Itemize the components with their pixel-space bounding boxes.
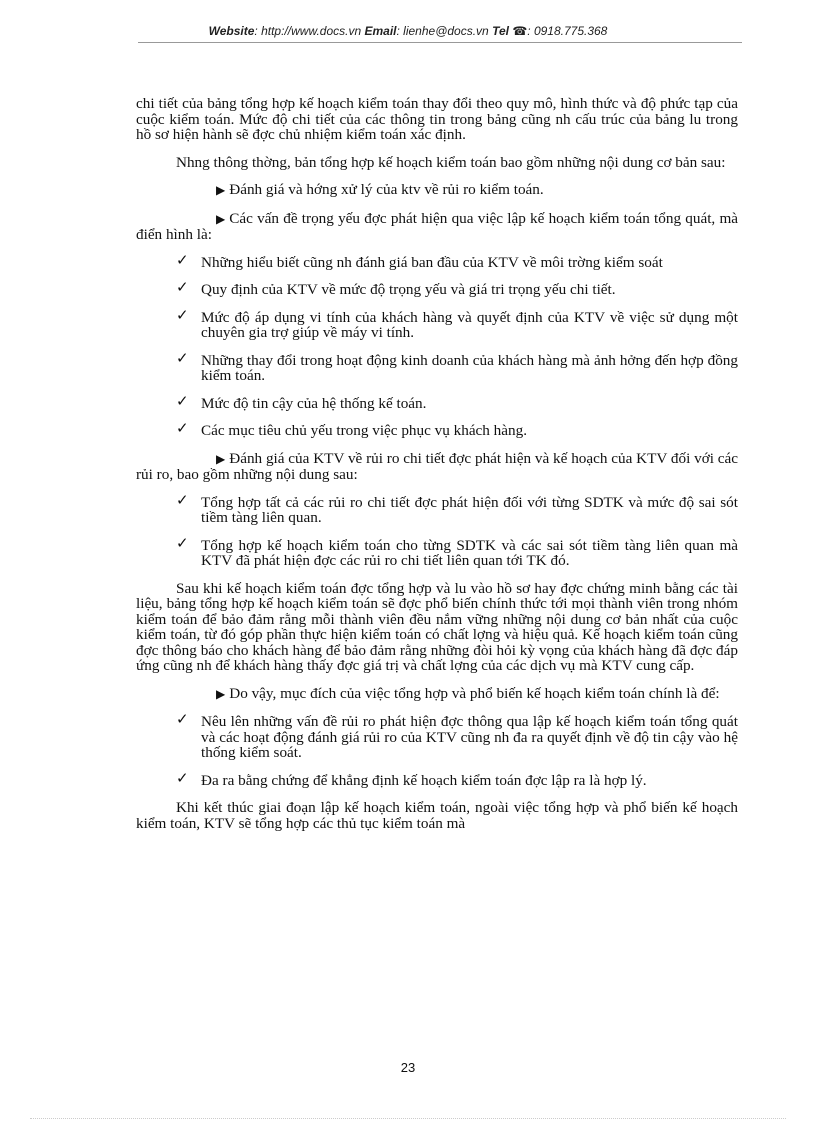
arrow-item — [136, 182, 738, 199]
check-bullet-icon: ✓ — [176, 419, 189, 437]
check-bullet-icon: ✓ — [176, 710, 189, 728]
arrow-item-text: Các vấn đề trọng yếu đợc phát hiện qua việc lập kế hoạch kiểm toán tổng quát, mà điển hình là: — [136, 209, 738, 243]
check-item-text: Tổng hợp kế hoạch kiểm toán cho từng SDTK và các sai sót tiềm tàng liên quan mà KTV đã phát hiện đợc các rủi ro chi tiết liên quan tới TK đó. — [201, 536, 738, 569]
check-item — [136, 419, 738, 439]
page-header — [0, 24, 816, 38]
check-item — [136, 348, 738, 384]
check-item-text: Mức độ áp dụng vi tính của khách hàng và quyết định của KTV về việc sử dụng một chuyên gia trợ giúp về máy vi tính. — [201, 308, 738, 341]
paragraph: Nhng thông thờng, bản tổng hợp kế hoạch kiểm toán bao gồm những nội dung cơ bản sau: — [176, 153, 726, 171]
check-item-text: Những hiểu biết cũng nh đánh giá ban đầu của KTV về môi trờng kiểm soát — [201, 253, 663, 271]
footer-rule — [30, 1118, 786, 1119]
email-value: : lienhe@docs.vn — [396, 24, 489, 38]
check-item — [136, 490, 738, 526]
check-item — [136, 391, 738, 412]
check-item — [136, 250, 738, 271]
check-item-text: Mức độ tin cậy của hệ thống kế toán. — [201, 394, 427, 412]
email-label: Email — [364, 24, 397, 38]
check-item-text: Các mục tiêu chủ yếu trong việc phục vụ khách hàng. — [201, 422, 528, 439]
check-item — [136, 278, 738, 298]
check-item-text: Nêu lên những vấn đề rủi ro phát hiện đợc thông qua lập kế hoạch kiểm toán tổng quát và các hoạt động đánh giá rủi ro của KTV cũng nh đa ra quyết định về độ tin cậy vào hệ thống kiểm soát. — [201, 713, 738, 761]
check-item-text: Những thay đổi trong hoạt động kinh doanh của khách hàng mà ảnh hởng đến hợp đồng kiểm toán. — [201, 351, 738, 384]
check-bullet-icon: ✓ — [176, 768, 189, 787]
check-bullet-icon: ✓ — [176, 533, 189, 552]
document-body — [136, 96, 738, 843]
header-rule — [138, 42, 742, 43]
website-label: Website — [208, 24, 255, 38]
paragraph: Sau khi kế hoạch kiểm toán đợc tổng hợp và lu vào hồ sơ hay đợc chứng minh bằng các tài liệu, bảng tổng hợp kế hoạch kiểm toán sẽ đợc phổ biến chính thức tới mọi thành viên trong nhóm kiểm toán để bảo đảm rằng mỗi thành viên đều nắm vững những nội dung cơ bản nhất của cuộc kiểm toán, từ đó góp phần thực hiện kiểm toán có chất lợng và hiệu quả. Kế hoạch kiểm toán cũng đợc thông báo cho khách hàng để bảo đảm rằng những đòi hỏi kỳ vọng của khách hàng đã đợc đáp ứng cũng nh để khách hàng thấy đợc giá trị và chất lợng của các dịch vụ mà KTV cung cấp. — [136, 579, 738, 674]
arrow-bullet-icon: ▶ — [216, 211, 226, 226]
arrow-item — [136, 686, 738, 703]
paragraph: Khi kết thúc giai đoạn lập kế hoạch kiểm toán, ngoài việc tổng hợp và phổ biến kế hoạch kiểm toán, KTV sẽ tổng hợp các thủ tục kiểm toán mà — [136, 799, 738, 832]
check-item — [136, 768, 738, 789]
check-bullet-icon: ✓ — [176, 250, 189, 269]
website-value: : http://www.docs.vn — [254, 24, 362, 38]
paragraph: chi tiết của bảng tổng hợp kế hoạch kiểm toán thay đổi theo quy mô, hình thức và độ phức tạp của cuộc kiểm toán. Mức độ chi tiết của các thông tin trong bảng cũng nh cấu trúc của bảng lu trong hồ sơ hiện hành sẽ đợc chủ nhiệm kiểm toán xác định. — [136, 95, 738, 143]
check-bullet-icon: ✓ — [176, 305, 189, 324]
arrow-bullet-icon: ▶ — [216, 686, 226, 701]
check-bullet-icon: ✓ — [176, 391, 189, 410]
check-item — [136, 533, 738, 569]
arrow-bullet-icon: ▶ — [216, 451, 226, 466]
check-item — [136, 305, 738, 341]
check-item-text: Quy định của KTV về mức độ trọng yếu và giá tri trọng yếu chi tiết. — [201, 281, 616, 298]
check-bullet-icon: ✓ — [176, 278, 189, 296]
arrow-item-text: Đánh giá của KTV về rủi ro chi tiết đợc phát hiện và kế hoạch của KTV đối với các rủi ro, bao gồm những nội dung sau: — [136, 449, 738, 483]
check-item-text: Đa ra bằng chứng để khẳng định kế hoạch kiểm toán đợc lập ra là hợp lý. — [201, 771, 647, 789]
check-item-text: Tổng hợp tất cả các rủi ro chi tiết đợc phát hiện đối với từng SDTK và mức độ sai sót tiềm tàng liên quan. — [201, 493, 738, 526]
check-item — [136, 710, 738, 761]
page-number: 23 — [400, 1060, 416, 1075]
arrow-item-text: Do vậy, mục đích của việc tổng hợp và phổ biến kế hoạch kiểm toán chính là để: — [229, 684, 720, 702]
arrow-item — [136, 451, 738, 483]
phone-icon: ☎ — [512, 24, 528, 38]
check-bullet-icon: ✓ — [176, 348, 189, 367]
arrow-bullet-icon: ▶ — [216, 183, 226, 197]
arrow-item — [136, 211, 738, 243]
arrow-item-text: Đánh giá và hớng xử lý của ktv về rủi ro kiểm toán. — [229, 181, 544, 198]
check-bullet-icon: ✓ — [176, 490, 189, 509]
tel-value: : 0918.775.368 — [527, 24, 608, 38]
tel-label: Tel — [492, 24, 509, 38]
